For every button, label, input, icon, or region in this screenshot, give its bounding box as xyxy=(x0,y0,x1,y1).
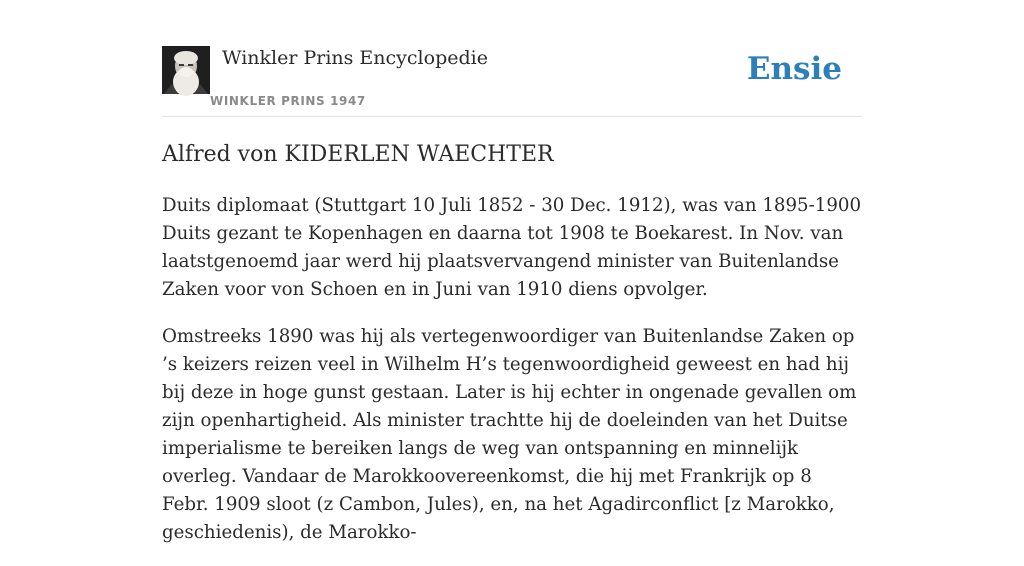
article-paragraph: Duits diplomaat (Stuttgart 10 Juli 1852 - 30 Dec. 1912), was van 1895-1900 Duits gezant te Kopenhagen en daarna tot 1908 te Boekarest. In Nov. van laatstgenoemd jaar werd hij plaatsvervangend minister van Buitenlandse Zaken voor von Schoen en in Juni van 1910 diens opvolger. xyxy=(162,195,862,300)
article-title: Alfred von KIDERLEN WAECHTER xyxy=(162,142,554,167)
article-paragraph: Omstreeks 1890 was hij als vertegenwoordiger van Buitenlandse Zaken op ’s keizers reizen veel in Wilhelm H’s tegenwoordigheid geweest en had hij bij deze in hoge gunst gestaan. Later is hij echter in ongenade gevallen om zijn openhartigheid. Als minister trachtte hij de doeleinden van het Duitse imperialisme te bereiken langs de weg van ontspanning en minnelijk overleg. Vandaar de Marokkoovereenkomst, die hij met Frankrijk op 8 Febr. 1909 sloot (z Cambon, Jules), en, na het Agadirconflict [z Marokko, geschiedenis), de Marokko- xyxy=(162,326,857,543)
bearded-man-portrait-icon xyxy=(162,46,210,94)
site-edition-label[interactable]: WINKLER PRINS 1947 xyxy=(210,94,366,108)
page-container xyxy=(162,0,862,543)
ensie-logo[interactable]: Ensie xyxy=(746,51,842,87)
avatar[interactable] xyxy=(162,46,210,94)
site-name[interactable]: Winkler Prins Encyclopedie xyxy=(222,47,488,69)
article-body xyxy=(162,192,862,566)
site-header xyxy=(162,0,862,117)
